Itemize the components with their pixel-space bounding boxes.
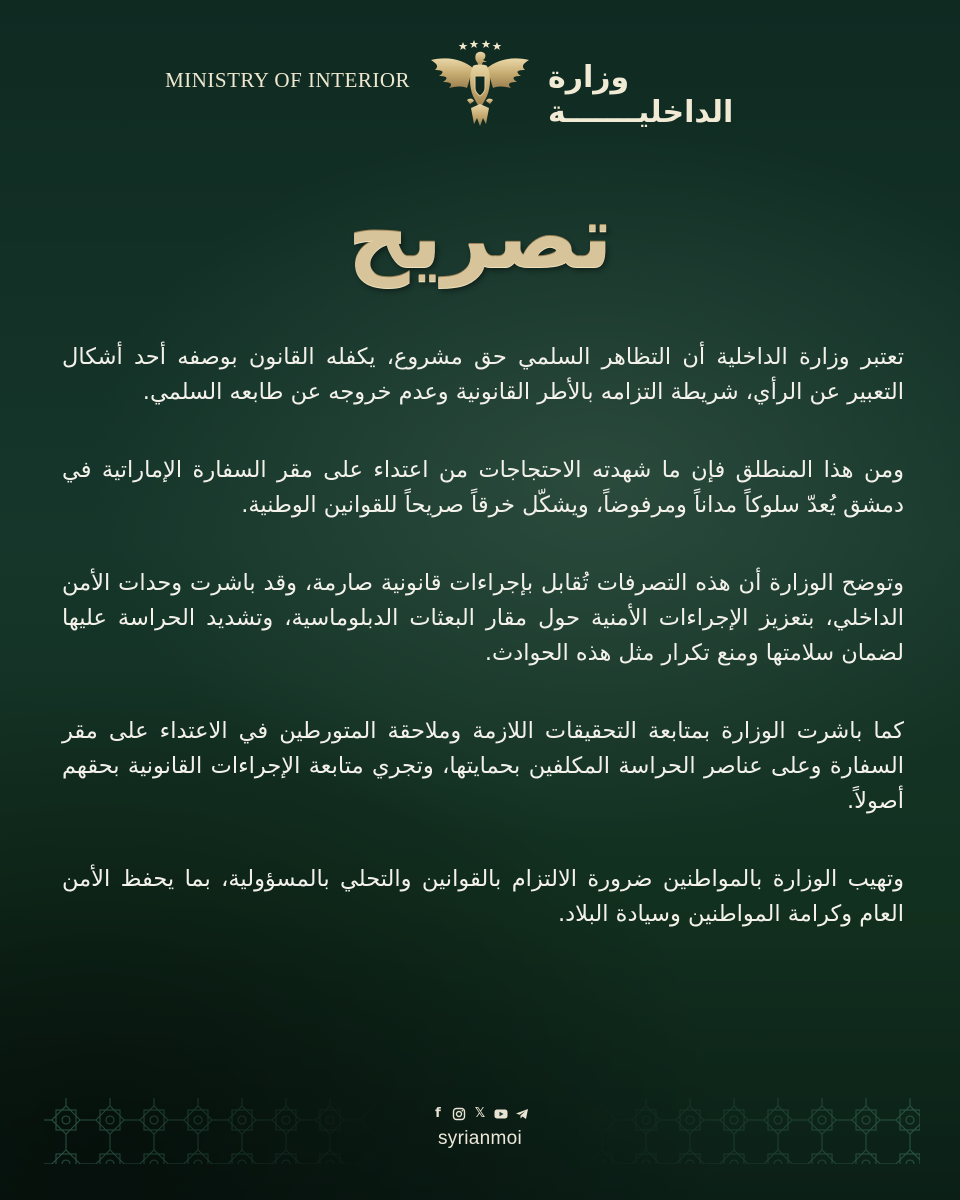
social-handle[interactable]: syrianmoi xyxy=(438,1128,522,1149)
instagram-icon[interactable] xyxy=(452,1107,466,1121)
youtube-icon[interactable] xyxy=(494,1107,508,1121)
ministry-name-english: MINISTRY OF INTERIOR xyxy=(165,68,410,92)
statement-body xyxy=(62,340,904,975)
paragraph-1: تعتبر وزارة الداخلية أن التظاهر السلمي حق مشروع، يكفله القانون بوصفه أحد أشكال التعبير عن الرأي، شريطة التزامه بالأطر القانونية وعدم خروجه عن طابعه السلمي. xyxy=(62,344,904,405)
header xyxy=(0,38,960,128)
paragraph-2: ومن هذا المنطلق فإن ما شهدته الاحتجاجات من اعتداء على مقر السفارة الإماراتية في دمشق يُعدّ سلوكاً مداناً ومرفوضاً، ويشكّل خرقاً صريحاً للقوانين الوطنية. xyxy=(62,457,904,518)
paragraph-4: كما باشرت الوزارة بمتابعة التحقيقات اللازمة وملاحقة المتورطين في الاعتداء على مقر السفارة وعلى عناصر الحراسة المكلفين بحمايتها، وتجري متابعة الإجراءات القانونية بحقهم أصولاً. xyxy=(62,718,904,814)
telegram-icon[interactable] xyxy=(515,1107,529,1121)
golden-eagle-emblem-icon xyxy=(423,38,537,130)
x-icon[interactable]: 𝕏 xyxy=(474,1106,486,1121)
social-links xyxy=(420,1104,540,1124)
paragraph-5: وتهيب الوزارة بالمواطنين ضرورة الالتزام بالقوانين والتحلي بالمسؤولية، بما يحفظ الأمن العام وكرامة المواطنين وسيادة البلاد. xyxy=(62,866,904,927)
ministry-name-arabic: وزارة الداخليـــــــة xyxy=(548,60,734,130)
geometric-pattern-left xyxy=(44,1098,384,1164)
facebook-icon[interactable]: f xyxy=(435,1106,441,1121)
paragraph-3: وتوضح الوزارة أن هذه التصرفات تُقابل بإجراءات قانونية صارمة، وقد باشرت وحدات الأمن الداخلي، بتعزيز الإجراءات الأمنية حول مقار البعثات الدبلوماسية، وتشديد الحراسة عليها لضمان سلامتها ومنع تكرار مثل هذه الحوادث. xyxy=(62,570,904,666)
page-title: تصريح xyxy=(347,188,613,288)
geometric-pattern-right xyxy=(580,1098,920,1164)
